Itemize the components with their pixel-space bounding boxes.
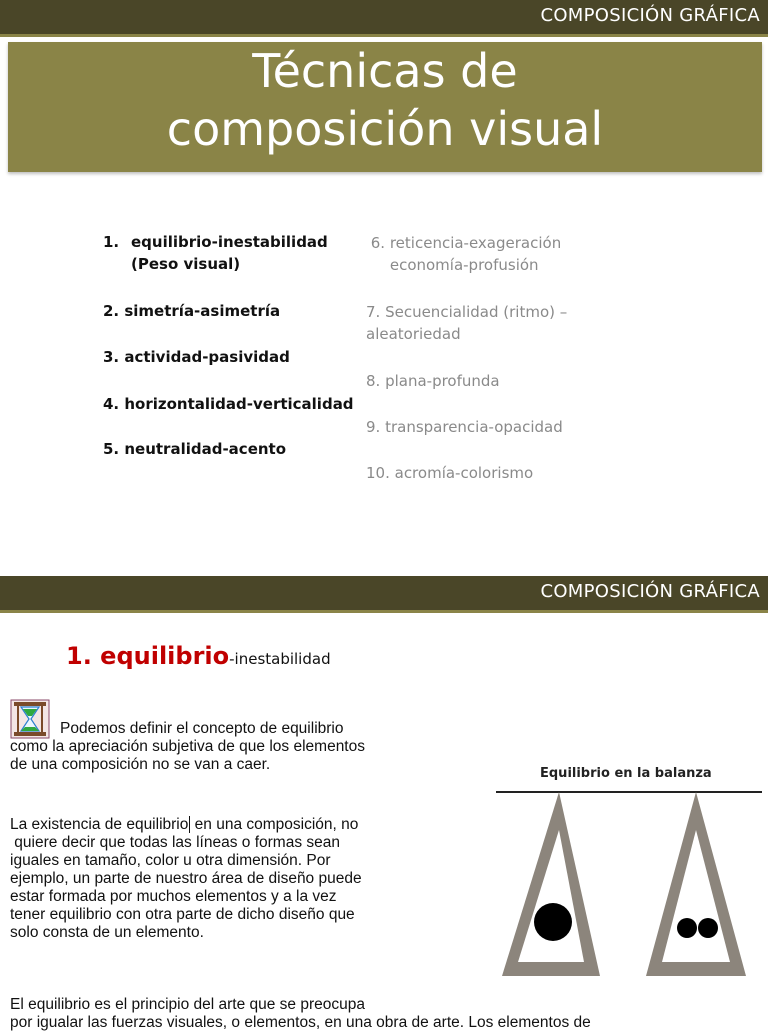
left-pan [502,792,600,976]
technique-line: aleatoriedad [366,325,461,343]
balance-figure [494,766,764,1006]
small-weight-circle [677,918,697,938]
balance-illustration [494,766,764,1006]
technique-number: 1. [103,233,120,251]
small-weight-circle [698,918,718,938]
header-title: COMPOSICIÓN GRÁFICA [540,581,760,602]
paragraph-line: quiere decir que todas las líneas o formas sean [10,834,340,851]
paragraph-line: tener equilibrio con otra parte de dicho diseño que [10,906,355,923]
technique-item-10: 10. acromía-colorismo [366,464,534,482]
title-line-1: Técnicas de [252,44,518,98]
paragraph-line: de una composición no se van a caer. [10,756,271,773]
paragraph-2 [10,816,362,942]
technique-item-3: 3. actividad-pasividad [103,348,290,366]
technique-item-9: 9. transparencia-opacidad [366,418,563,436]
technique-sublabel: (Peso visual) [131,255,241,273]
technique-line: economía-profusión [366,256,539,274]
title-band [8,42,762,172]
large-weight-circle [534,903,572,941]
header-bar [0,576,768,613]
paragraph-line: como la apreciación subjetiva de que los elementos [10,738,365,755]
paragraph-line: ejemplo, un parte de nuestro área de diseño puede [10,870,362,887]
technique-item-4: 4. horizontalidad-verticalidad [103,395,354,413]
section-title-main: 1. equilibrio [66,642,230,670]
technique-item-7 [366,301,567,345]
title-line-2: composición visual [166,102,604,156]
paragraph-line: Podemos definir el concepto de equilibrio [60,720,344,737]
technique-item-5: 5. neutralidad-acento [103,440,287,458]
slide-2 [0,576,768,1031]
figure-caption: Equilibrio en la balanza [540,766,712,781]
paragraph-line: en una composición, no [190,816,359,833]
paragraph-line: El equilibrio es el principio del arte que se preocupa [10,996,365,1013]
technique-line: 7. Secuencialidad (ritmo) – [366,303,568,321]
right-pan [646,792,746,976]
technique-item-1 [103,233,328,273]
paragraph-line: estar formada por muchos elementos y a la vez [10,888,337,905]
paragraph-line: iguales en tamaño, color u otra dimensión. Por [10,852,331,869]
paragraph-1 [10,720,365,774]
section-title-suffix: -inestabilidad [229,650,331,668]
technique-label: equilibrio-inestabilidad [131,233,328,251]
paragraph-line: solo consta de un elemento. [10,924,204,941]
technique-item-8: 8. plana-profunda [366,372,500,390]
technique-line: 6. reticencia-exageración [366,234,562,252]
paragraph-line: por igualar las fuerzas visuales, o elementos, en una obra de arte. Los elementos de [10,1014,591,1031]
technique-item-6 [366,232,561,276]
header-bar [0,0,768,37]
header-title: COMPOSICIÓN GRÁFICA [540,5,760,26]
paragraph-line: La existencia de equilibrio [10,816,189,833]
section-title [66,642,331,670]
technique-item-2: 2. simetría-asimetría [103,302,281,320]
